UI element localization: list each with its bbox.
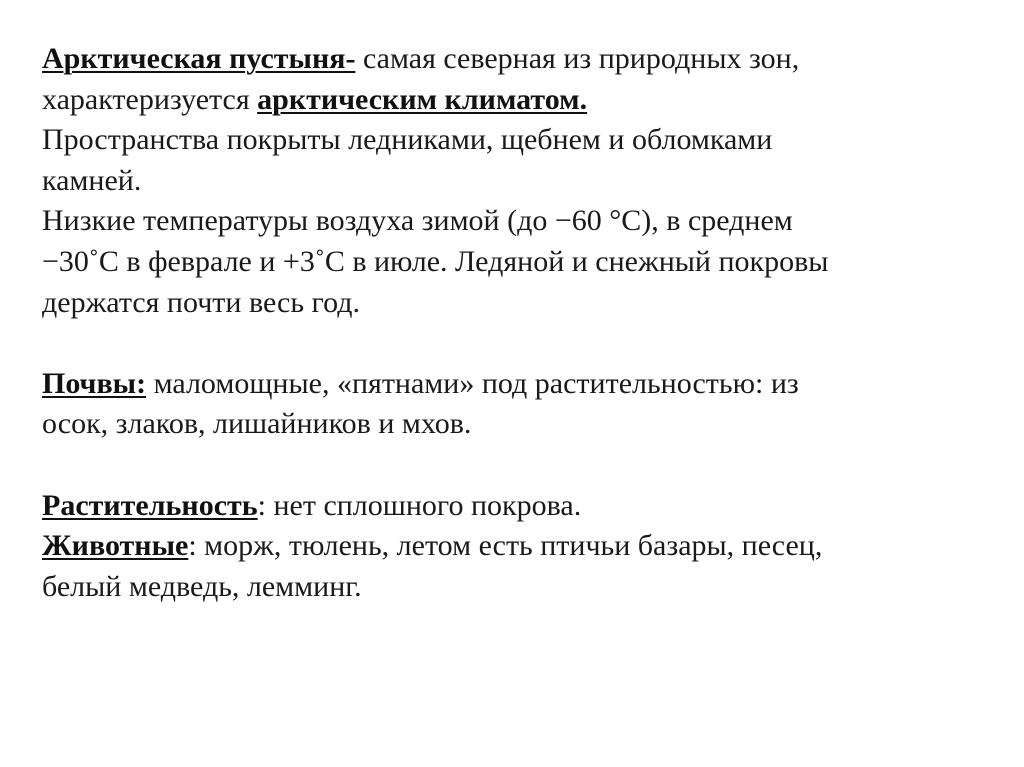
term-soils: Почвы: — [42, 366, 147, 400]
intro-line-7: держатся почти весь год. — [42, 285, 360, 319]
vegetation-line-text: : нет сплошного покрова. — [257, 488, 582, 522]
soils-line-1 — [42, 364, 1002, 405]
intro-line-2 — [42, 80, 1002, 121]
animals-line-1 — [42, 526, 1002, 567]
term-arctic-climate: арктическим климатом. — [257, 82, 588, 116]
intro-line-2-text: характеризуется — [42, 82, 258, 116]
intro-line-1-text: самая северная из природных зон, — [355, 42, 800, 75]
slide-text — [42, 39, 1002, 607]
intro-line-4: камней. — [42, 163, 142, 197]
spacer — [42, 323, 1002, 364]
term-arctic-desert: Арктическая пустыня- — [42, 42, 356, 75]
term-animals: Животные — [42, 529, 189, 563]
animals-line-2: белый медведь, лемминг. — [42, 569, 362, 603]
soils-line-1-text: маломощные, «пятнами» под растительностью: из — [146, 366, 799, 400]
intro-line-1 — [42, 39, 1002, 80]
spacer — [42, 445, 1002, 486]
soils-line-2: осок, злаков, лишайников и мхов. — [42, 407, 472, 441]
term-vegetation: Растительность — [42, 488, 258, 522]
animals-line-1-text: : морж, тюлень, летом есть птичьи базары, песец, — [188, 529, 823, 563]
intro-line-6: −30˚С в феврале и +3˚С в июле. Ледяной и снежный покровы — [42, 244, 829, 278]
intro-line-3: Пространства покрыты ледниками, щебнем и обломками — [42, 123, 773, 157]
vegetation-line — [42, 486, 1002, 527]
intro-line-5: Низкие температуры воздуха зимой (до −60 °C), в среднем — [42, 204, 793, 238]
